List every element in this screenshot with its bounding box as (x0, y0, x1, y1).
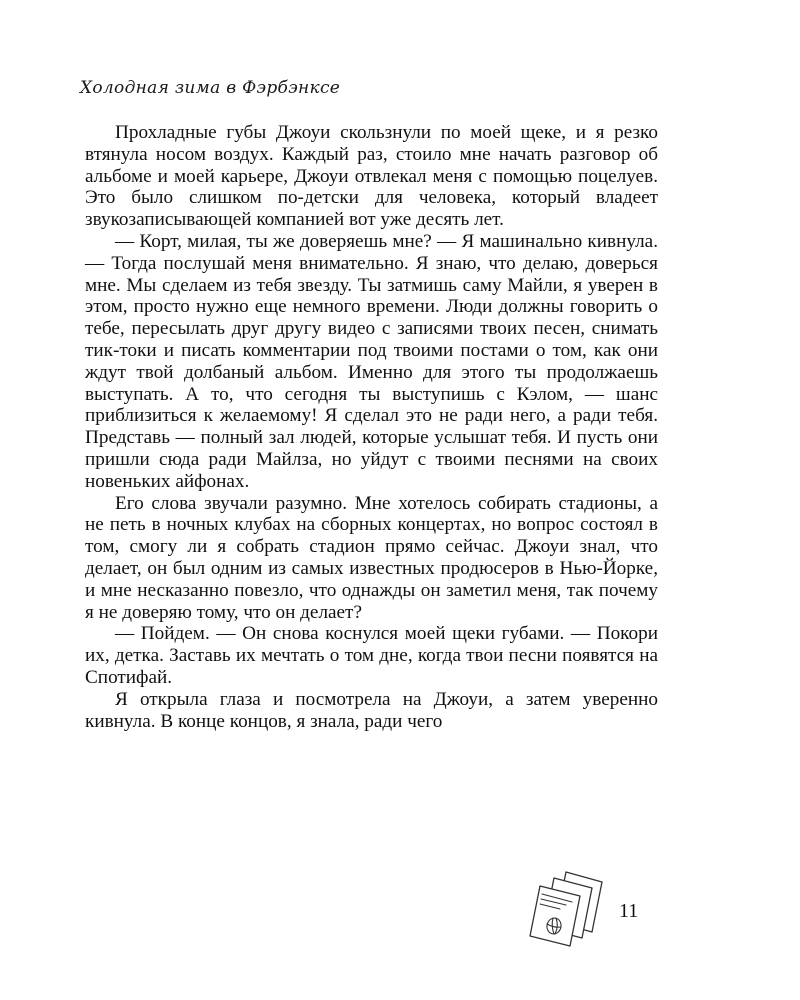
running-head-title: Холодная зима в Фэрбэнксе (80, 78, 341, 98)
paragraph: Я открыла глаза и посмотрела на Джоуи, а затем уверенно кивнула. В конце концов, я знала, ради чего (85, 688, 658, 732)
paragraph: Его слова звучали разумно. Мне хотелось собирать стадионы, а не петь в ночных клубах на сборных концертах, но вопрос состоял в том, смогу ли я собрать стадион прямо сейчас. Джоуи знал, что делает, он был одним из самых известных продюсеров в Нью-Йорке, и мне несказанно повезло, что однажды он заметил меня, так почему я не доверяю тому, что он делает? (85, 492, 658, 623)
paragraph: — Корт, милая, ты же доверяешь мне? — Я машинально кивнула. — Тогда послушай меня внимательно. Я знаю, что делаю, доверься мне. Мы сделаем из тебя звезду. Ты затмишь саму Майли, я уверен в этом, просто нужно еще немного времени. Люди должны говорить о тебе, пересылать друг другу видео с записями твоих песен, снимать тик-токи и писать комментарии под твоими постами о том, как они ждут твой долбаный альбом. Именно для этого ты продолжаешь выступать. А то, что сегодня ты выступишь с Кэлом, — шанс приблизиться к желаемому! Я сделал это не ради него, а ради тебя. Представь — полный зал людей, которые услышат тебя. И пусть они пришли сюда ради Майлза, но уйдут с твоими песнями на своих новеньких айфонах. (85, 230, 658, 492)
paragraph: Прохладные губы Джоуи скользнули по моей щеке, и я резко втянула носом воздух. Каждый раз, стоило мне начать разговор об альбоме и моей карьере, Джоуи отвлекал меня с помощью поцелуев. Это было слишком по-детски для человека, который владеет звукозаписывающей компанией вот уже десять лет. (85, 122, 658, 231)
passport-tickets-icon (526, 866, 612, 952)
paragraph: — Пойдем. — Он снова коснулся моей щеки губами. — Покори их, детка. Заставь их мечтать о том дне, когда твои песни появятся на Спотифай. (85, 623, 658, 688)
body-text (85, 122, 658, 732)
page-number: 11 (619, 900, 639, 922)
